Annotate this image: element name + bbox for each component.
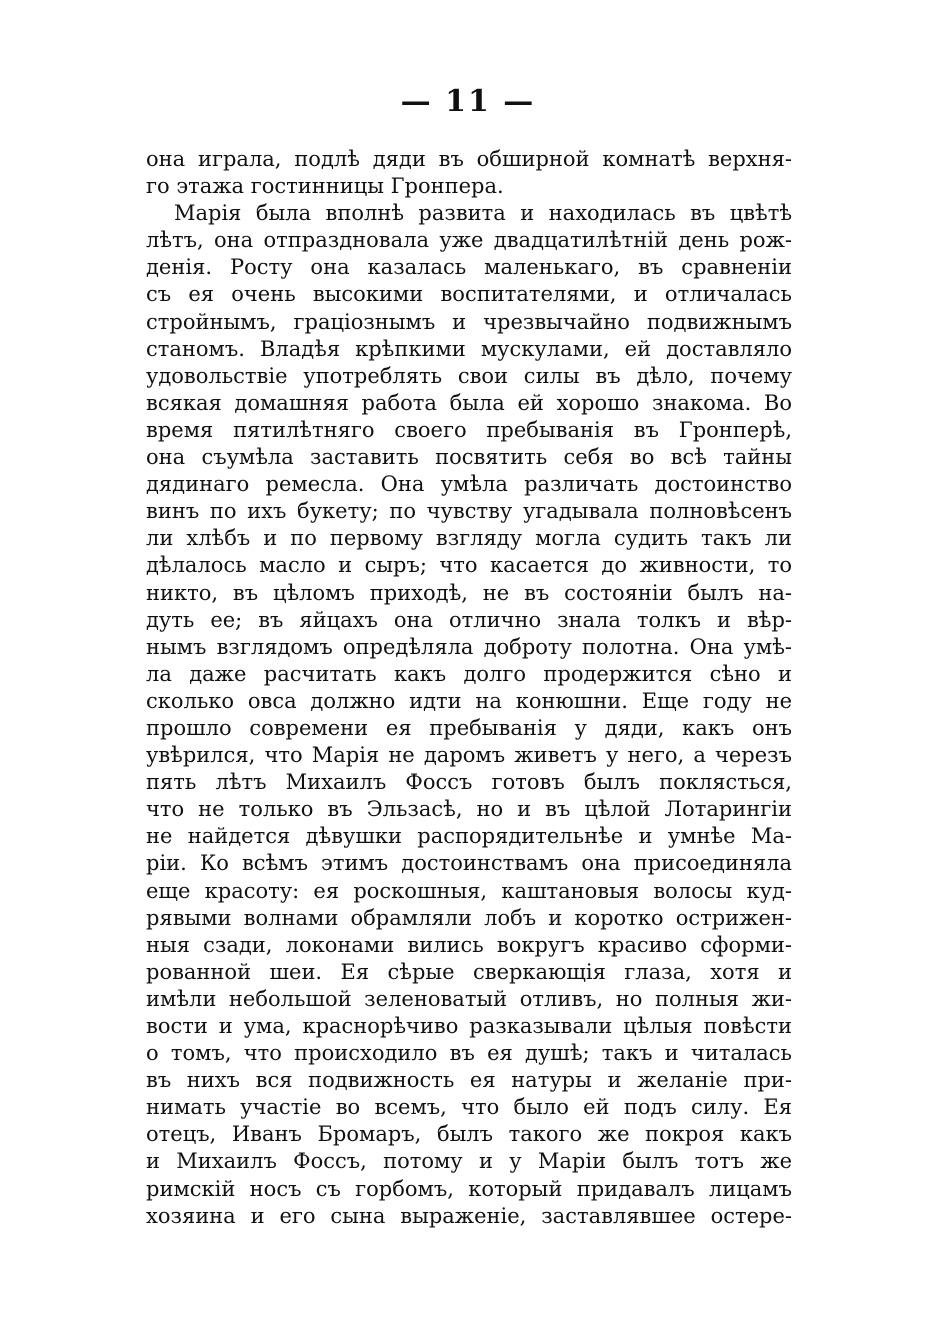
text-line: дуть ее; въ яйцахъ она отлично знала толкъ и вѣр- — [146, 607, 792, 632]
text-line: она играла, подлѣ дяди въ обширной комнатѣ верхня- — [146, 147, 792, 171]
text-line: Марія была вполнѣ развита и находилась въ цвѣтѣ — [174, 201, 792, 226]
text-line: хозяина и его сына выраженіе, заставлявшее остере- — [146, 1203, 792, 1228]
text-line: увѣрился, что Марія не даромъ живетъ у него, а черезъ — [146, 743, 792, 768]
body-text — [146, 146, 792, 1230]
text-line: вости и ума, краснорѣчиво разказывали цѣлыя повѣсти — [146, 1014, 792, 1038]
text-line: го этажа гостинницы Гронпера. — [146, 174, 504, 199]
text-line: всякая домашняя работа была ей хорошо знакома. Во — [146, 390, 792, 415]
text-line: стройнымъ, граціознымъ и чрезвычайно подвижнымъ — [146, 309, 792, 334]
text-line: дѣлалось масло и сыръ; что касается до живности, то — [146, 553, 792, 578]
text-line: съ ея очень высокими воспитателями, и отличалась — [146, 282, 792, 307]
text-line: рявыми волнами обрамляли лобъ и коротко острижен- — [146, 905, 792, 930]
text-line: о томъ, что происходило въ ея душѣ; такъ и читалась — [146, 1041, 792, 1066]
text-line: ныя сзади, локонами вились вокругъ красиво сформи- — [146, 932, 792, 957]
text-line: ріи. Ко всѣмъ этимъ достоинствамъ она присоединяла — [146, 851, 792, 876]
text-line: лѣтъ, она отпраздновала уже двадцатилѣтній день рож- — [146, 228, 792, 253]
text-line: въ нихъ вся подвижность ея натуры и желаніе при- — [146, 1068, 792, 1093]
text-line: не найдется дѣвушки распорядительнѣе и умнѣе Ма- — [146, 824, 792, 849]
page-number: — 11 — — [400, 84, 536, 119]
text-line: удовольствіе употреблять свои силы въ дѣло, почему — [146, 363, 792, 388]
text-line: отецъ, Иванъ Бромаръ, былъ такого же покроя какъ — [146, 1122, 792, 1147]
text-line: нимать участіе во всемъ, что было ей подъ силу. Ея — [146, 1095, 792, 1120]
text-line: и Михаилъ Фоссъ, потому и у Маріи былъ тотъ же — [146, 1149, 792, 1174]
text-line: время пятилѣтняго своего пребыванія въ Гронперѣ, — [146, 417, 792, 442]
text-line: станомъ. Владѣя крѣпкими мускулами, ей доставляло — [146, 336, 792, 361]
text-line: сколько овса должно идти на конюшни. Еще году не — [146, 688, 792, 713]
text-line: нымъ взглядомъ опредѣляла доброту полотна. Она умѣ- — [146, 634, 792, 659]
text-line: римскій носъ съ горбомъ, который придавалъ лицамъ — [146, 1176, 792, 1201]
text-line: ла даже расчитать какъ долго продержится сѣно и — [146, 661, 792, 686]
text-line: ли хлѣбъ и по первому взгляду могла судить такъ ли — [146, 526, 792, 551]
text-line: еще красоту: ея роскошныя, каштановыя волосы куд- — [146, 878, 792, 903]
text-line: винъ по ихъ букету; по чувству угадывала полновѣсенъ — [146, 499, 792, 524]
text-line: никто, въ цѣломъ приходѣ, не въ состояніи былъ на- — [146, 580, 792, 605]
text-line: прошло современи ея пребыванія у дяди, какъ онъ — [146, 715, 792, 740]
text-line: рованной шеи. Ея сѣрые сверкающія глаза, хотя и — [146, 959, 792, 984]
text-line: пять лѣтъ Михаилъ Фоссъ готовъ былъ поклясться, — [146, 770, 792, 795]
text-line: имѣли небольшой зеленоватый отливъ, но полныя жи- — [146, 986, 792, 1011]
text-line: денія. Росту она казалась маленькаго, въ сравненіи — [146, 255, 792, 280]
text-line: дядинаго ремесла. Она умѣла различать достоинство — [146, 472, 792, 497]
text-line: что не только въ Эльзасѣ, но и въ цѣлой Лотарингіи — [146, 797, 792, 822]
text-line: она съумѣла заставить посвятить себя во всѣ тайны — [146, 445, 792, 470]
